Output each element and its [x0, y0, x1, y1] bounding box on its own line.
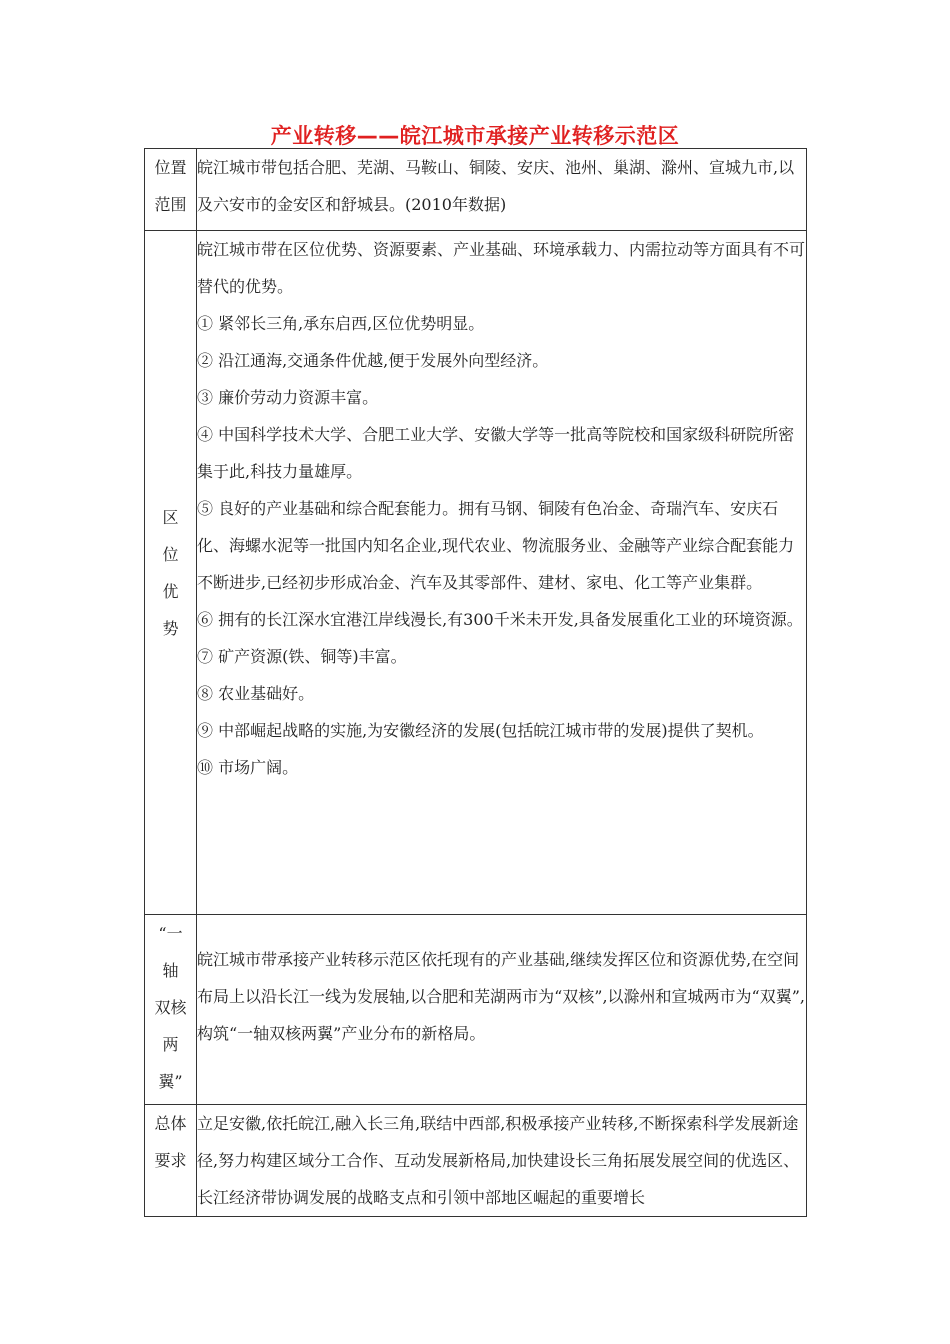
- table-row-requirement: [145, 1105, 807, 1217]
- label-line: 优: [162, 582, 179, 601]
- label-line: 两: [162, 1035, 179, 1054]
- label-line: 总体: [154, 1114, 187, 1133]
- label-line: 区: [162, 508, 179, 527]
- axis-text: 皖江城市带承接产业转移示范区依托现有的产业基础,继续发挥区位和资源优势,在空间布局上以沿长江一线为发展轴,以合肥和芜湖两市为“双核”,以滁州和宣城两市为“双翼”,构筑“一轴双核两翼”产业分布的新格局。: [197, 950, 805, 1043]
- row-label-requirement: [145, 1105, 197, 1217]
- label-line: 范围: [154, 195, 187, 214]
- label-line: 势: [162, 619, 179, 638]
- table-row-location: [145, 149, 807, 231]
- info-table: [144, 148, 807, 1217]
- row-content-requirement: [197, 1105, 807, 1217]
- label-line: 双核: [154, 998, 187, 1017]
- document-title: 产业转移——皖江城市承接产业转移示范区: [270, 124, 680, 148]
- advantage-item: ③ 廉价劳动力资源丰富。: [197, 388, 379, 407]
- location-text: 皖江城市带包括合肥、芜湖、马鞍山、铜陵、安庆、池州、巢湖、滁州、宣城九市,以及六安市的金安区和舒城县。(2010年数据): [197, 158, 795, 214]
- advantage-item: ⑧ 农业基础好。: [197, 684, 315, 703]
- spacer: [197, 915, 806, 941]
- label-line: “一: [158, 924, 183, 943]
- label-line: 翼”: [158, 1072, 183, 1091]
- requirement-text: 立足安徽,依托皖江,融入长三角,联结中西部,积极承接产业转移,不断探索科学发展新途径,努力构建区域分工合作、互动发展新格局,加快建设长三角拓展发展空间的优选区、长江经济带协调发展的战略支点和引领中部地区崛起的重要增长: [197, 1114, 800, 1207]
- label-line: 要求: [154, 1151, 187, 1170]
- advantage-item: ⑨ 中部崛起战略的实施,为安徽经济的发展(包括皖江城市带的发展)提供了契机。: [197, 721, 764, 740]
- row-label-advantage: [145, 231, 197, 915]
- row-content-location: [197, 149, 807, 231]
- label-line: 轴: [162, 961, 179, 980]
- advantage-item: ⑤ 良好的产业基础和综合配套能力。拥有马钢、铜陵有色冶金、奇瑞汽车、安庆石化、海螺水泥等一批国内知名企业,现代农业、物流服务业、金融等产业综合配套能力不断进步,已经初步形成冶金、汽车及其零部件、建材、家电、化工等产业集群。: [197, 499, 795, 592]
- advantage-item: ④ 中国科学技术大学、合肥工业大学、安徽大学等一批高等院校和国家级科研院所密集于此,科技力量雄厚。: [197, 425, 795, 481]
- table-row-axis: [145, 915, 807, 1105]
- advantage-item: ⑥ 拥有的长江深水宜港江岸线漫长,有300千米未开发,具备发展重化工业的环境资源。: [197, 610, 803, 629]
- advantage-item: ② 沿江通海,交通条件优越,便于发展外向型经济。: [197, 351, 549, 370]
- label-line: 位: [162, 545, 179, 564]
- row-content-axis: [197, 915, 807, 1105]
- advantage-item: ⑩ 市场广阔。: [197, 758, 299, 777]
- label-line: 位置: [154, 158, 187, 177]
- row-content-advantage: [197, 231, 807, 915]
- advantage-intro: 皖江城市带在区位优势、资源要素、产业基础、环境承载力、内需拉动等方面具有不可替代的优势。: [197, 240, 806, 296]
- row-label-location: [145, 149, 197, 231]
- table-row-advantage: [145, 231, 807, 915]
- advantage-item: ⑦ 矿产资源(铁、铜等)丰富。: [197, 647, 407, 666]
- advantage-item: ① 紧邻长三角,承东启西,区位优势明显。: [197, 314, 485, 333]
- row-label-axis: [145, 915, 197, 1105]
